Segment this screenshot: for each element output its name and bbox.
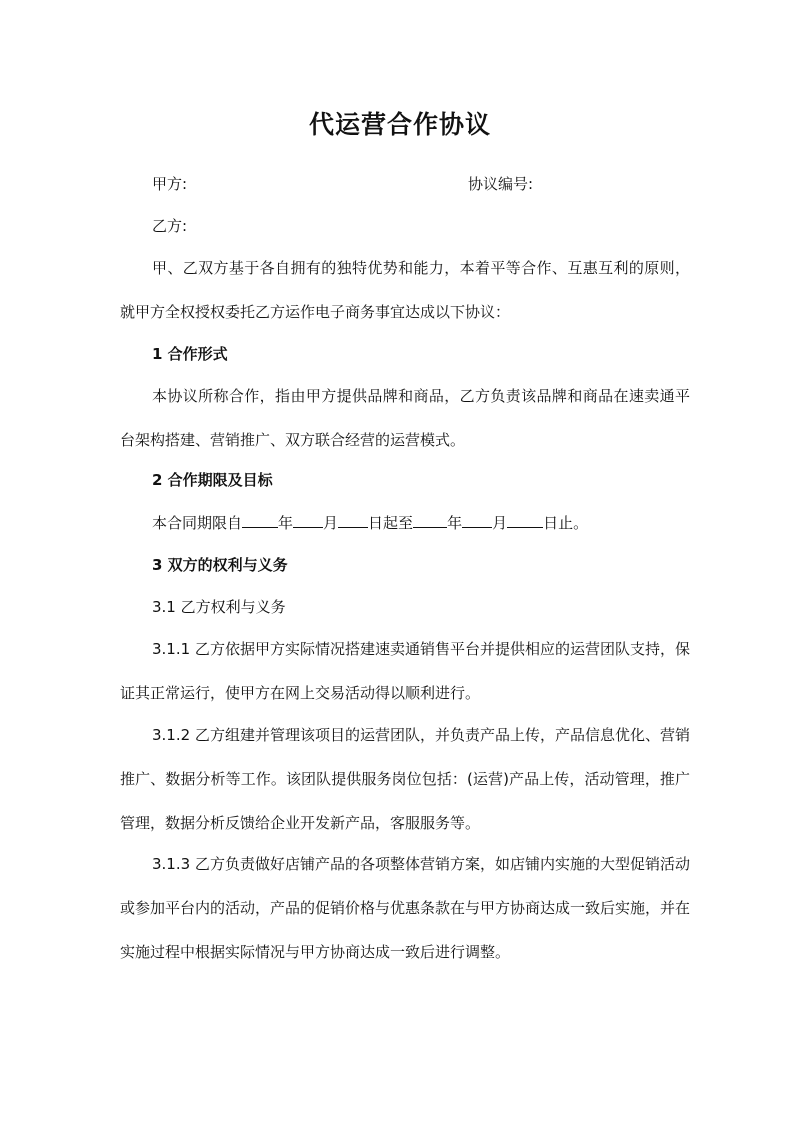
end-year-blank[interactable]: [413, 513, 447, 528]
party-b-label: 乙方:: [152, 217, 188, 235]
preamble-paragraph: 甲、乙双方基于各自拥有的独特优势和能力，本着平等合作、互惠互利的原则，就甲方全权授权委托乙方运作电子商务事宜达成以下协议：: [120, 259, 690, 321]
agreement-number-label: 协议编号:: [468, 175, 534, 193]
section-3-heading: 3 双方的权利与义务: [152, 556, 288, 574]
document-title: 代运营合作协议: [308, 110, 491, 139]
end-day-blank[interactable]: [507, 513, 543, 528]
contract-term-line: [152, 513, 588, 533]
section-1-paragraph: 本协议所称合作，指由甲方提供品牌和商品，乙方负责该品牌和商品在速卖通平台架构搭建、营销推广、双方联合经营的运营模式。: [120, 387, 690, 449]
end-month-blank[interactable]: [462, 513, 492, 528]
clause-3-1-3: 3.1.3 乙方负责做好店铺产品的各项整体营销方案，如店铺内实施的大型促销活动或参加平台内的活动，产品的促销价格与优惠条款在与甲方协商达成一致后实施，并在实施过程中根据实际情况与甲方协商达成一致后进行调整。: [120, 855, 691, 961]
clause-3-1-2: 3.1.2 乙方组建并管理该项目的运营团队，并负责产品上传，产品信息优化、营销推广、数据分析等工作。该团队提供服务岗位包括：(运营)产品上传，活动管理，推广管理，数据分析反馈给企业开发新产品，客服服务等。: [120, 726, 690, 832]
term-month-label: 月: [323, 514, 339, 532]
section-2-heading: 2 合作期限及目标: [152, 471, 273, 489]
section-3-1-heading: 3.1 乙方权利与义务: [152, 598, 286, 616]
start-year-blank[interactable]: [242, 513, 278, 528]
party-a-label: 甲方:: [152, 175, 188, 193]
term-start-label: 本合同期限自: [152, 514, 243, 532]
term-until-label: 日起至: [368, 514, 414, 532]
term-end-year-label: 年: [447, 514, 463, 532]
start-month-blank[interactable]: [293, 513, 323, 528]
term-end-month-label: 月: [492, 514, 508, 532]
term-end-label: 日止。: [543, 514, 589, 532]
clause-3-1-1: 3.1.1 乙方依据甲方实际情况搭建速卖通销售平台并提供相应的运营团队支持，保证其正常运行，使甲方在网上交易活动得以顺利进行。: [120, 640, 690, 702]
start-day-blank[interactable]: [338, 513, 368, 528]
term-year-label: 年: [278, 514, 294, 532]
section-1-heading: 1 合作形式: [152, 345, 228, 363]
